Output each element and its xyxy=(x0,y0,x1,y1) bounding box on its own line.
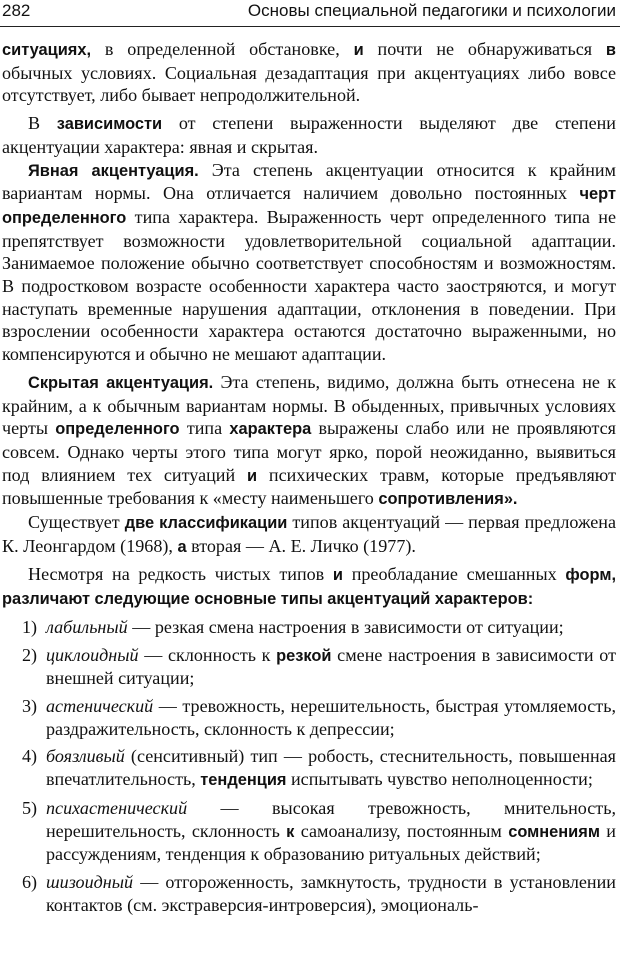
text-run: Эта степень акцентуации относится к крайним вариантам нормы. Она отличается наличием довольно постоянных xyxy=(2,159,617,204)
text-run: типа xyxy=(179,418,230,439)
paragraph-hidden-accentuation xyxy=(2,371,616,511)
header-rule xyxy=(0,26,620,27)
list-number: 6) xyxy=(22,871,38,892)
list-item xyxy=(2,616,616,639)
text-run: в определенной обстановке, xyxy=(91,39,354,59)
list-number: 5) xyxy=(22,797,38,818)
text-run: — высокая тревожность, мнительность, нерешительность, склонность xyxy=(46,797,616,841)
list-number: 3) xyxy=(22,695,38,716)
paragraph-classifications xyxy=(2,511,616,558)
text-run: вторая — А. Е. Личко (1977). xyxy=(186,535,416,556)
text-run: самоанализу, постоянным xyxy=(294,820,509,841)
section-heading-hidden: Скрытая акцентуация. xyxy=(28,373,214,392)
text-run: Несмотря на редкость чистых типов xyxy=(28,564,333,585)
type-term: психастенический xyxy=(46,797,188,818)
text-run: выражены слабо или не проявляются совсем. Однако черты этого типа могут ярко, порой неожиданно, выявиться под влиянием тех ситуаций xyxy=(2,418,617,485)
text-run: — склонность к xyxy=(138,644,277,665)
text-run: В xyxy=(28,113,57,134)
text-run: — резкая смена настроения в зависимости от ситуации; xyxy=(127,616,564,637)
bold-term: в xyxy=(605,41,616,59)
bold-term: сопротивления». xyxy=(378,490,518,509)
bold-term: и xyxy=(353,41,364,59)
type-term: шизоидный xyxy=(46,871,134,892)
section-heading-explicit: Явная акцентуация. xyxy=(28,161,199,180)
bold-term: к xyxy=(286,822,295,841)
paragraph-degrees xyxy=(2,112,616,158)
type-term: боязливый xyxy=(46,746,125,767)
bold-term: характера xyxy=(229,420,312,439)
bold-term: а xyxy=(177,537,187,556)
list-item xyxy=(2,745,616,791)
bold-term: зависимости xyxy=(56,115,163,134)
text-run: психических травм, которые предъявляют повышенные требования к «месту наименьшего xyxy=(2,464,616,509)
text-run: Эта степень, видимо, должна быть отнесена не к крайним, а к обычным вариантам нормы. В обыденных, привычных условиях черты xyxy=(2,371,616,439)
bold-term: определенного xyxy=(55,420,180,439)
bold-term: черт определенного xyxy=(2,185,616,227)
text-run: (сенситивный) тип — робость, стеснительность, повышенная впечатлительность, xyxy=(46,746,616,790)
paragraph-types-intro xyxy=(2,563,616,610)
text-run: почти не обнаруживаться xyxy=(363,39,606,59)
text-run: обычных условиях. Социальная дезадаптация при акцентуациях либо вовсе отсутствует, либо бывает непродолжительной. xyxy=(2,62,616,106)
type-term: астенический xyxy=(46,695,154,716)
type-term: циклоидный xyxy=(46,644,139,665)
list-number: 1) xyxy=(22,616,38,637)
text-run: Существует xyxy=(28,512,125,533)
list-item xyxy=(2,871,616,916)
type-term: лабильный xyxy=(46,616,128,637)
paragraph-continuation xyxy=(2,38,616,107)
page-number: 282 xyxy=(2,1,31,20)
bold-term: сомнениям xyxy=(508,822,600,841)
text-run: типов акцентуаций — первая предложена К. Леонгардом (1968), xyxy=(2,512,616,556)
text-run: — тревожность, нерешительность, быстрая утомляемость, раздражительность, склонность к депрессии; xyxy=(46,695,616,739)
paragraph-explicit-accentuation xyxy=(2,159,616,366)
text-run: — отгороженность, замкнутость, трудности в установлении контактов (см. экстраверсия-интроверсия), эмоциональ- xyxy=(46,871,616,915)
text-run: испытывать чувство неполноценности; xyxy=(286,769,593,790)
list-number: 2) xyxy=(22,644,38,665)
page-header xyxy=(0,0,620,26)
list-number: 4) xyxy=(22,746,38,767)
bold-term: ситуациях, xyxy=(2,41,92,59)
text-run: смене настроения в зависимости от внешней ситуации; xyxy=(46,644,616,689)
list-item xyxy=(2,644,616,690)
page-body xyxy=(2,38,616,916)
bold-term: две классификации xyxy=(124,514,288,533)
list-item xyxy=(2,695,616,740)
accentuation-types-list xyxy=(2,616,616,916)
text-run: преобладание смешанных xyxy=(343,564,566,585)
bold-term: и xyxy=(332,566,343,585)
bold-term: тенденция xyxy=(200,771,287,790)
list-item xyxy=(2,797,616,866)
bold-term: и xyxy=(246,466,258,485)
text-run: от степени выраженности выделяют две степени акцентуации характера: явная и скрытая. xyxy=(2,113,616,157)
text-run: и рассуждениям, тенденция к образованию ритуальных действий; xyxy=(46,820,616,865)
bold-term: форм, различают следующие основные типы акцентуаций характеров: xyxy=(2,566,617,609)
bold-term: резкой xyxy=(276,646,332,665)
running-title: Основы специальной педагогики и психологии xyxy=(247,1,616,20)
text-run: типа характера. Выраженность черт определенного типа не препятствует возможности удовлетворительной социальной адаптации. Занимаемое положение обычно соответствует способностям и возможностям. В подростковом возрасте особенности характера часто заостряются, и могут наступать временные нарушения адаптации, отклонения в поведении. При взрослении особенности характера остаются достаточно выраженными, но компенсируются и обычно не мешают адаптации. xyxy=(2,206,616,365)
